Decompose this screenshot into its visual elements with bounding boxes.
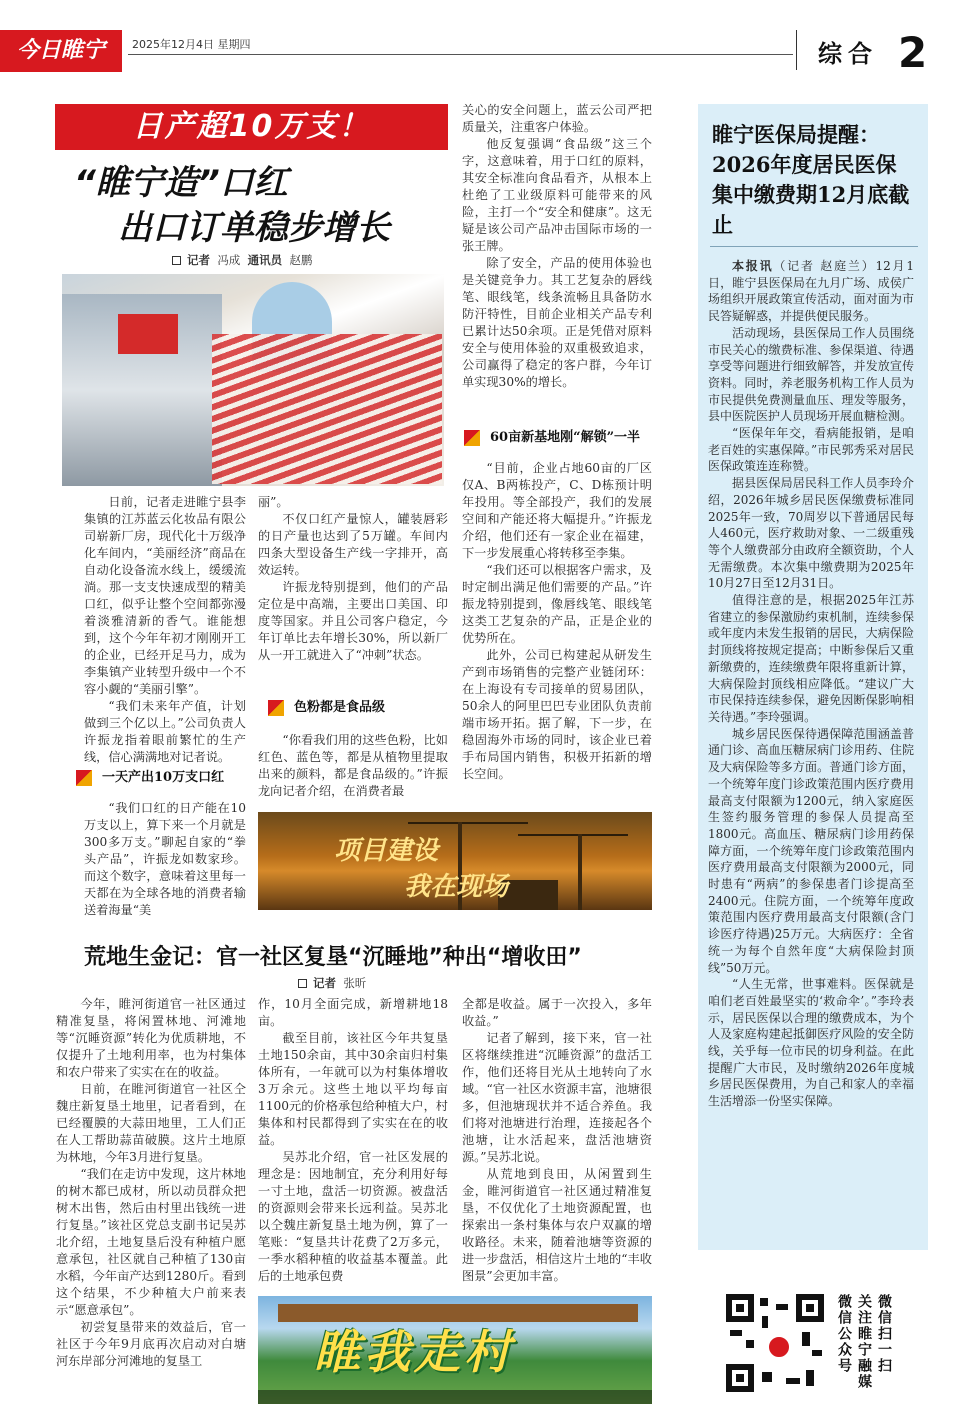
project-construction-banner [258,812,652,910]
sidebar-lead-reporter: （记者 赵庭兰） [773,259,876,273]
paragraph: “人生无常，世事难料。医保就是咱们老百姓最坚实的‘救命伞’。”李玲表示，居民医保以合理的缴费成本，为个人及家庭构建起抵御医疗风险的安全防线，关乎每一位市民的切身利益。在此提醒广大市民，及时缴纳2026年度城乡居民医保费用，为自己和家人的幸福生活增添一份坚实保障。 [708,977,914,1109]
story1-byline [172,252,312,268]
photo-lipstick-rows [212,334,442,484]
sidebar-lead-label: 本报讯 [732,259,774,273]
byline-label: 记者 [187,253,210,267]
qr-module [760,1298,768,1306]
qr-module [762,1372,772,1382]
paragraph: 截至目前，该社区今年共复垦土地150余亩，其中30余亩归村集体所有，一年就可以为村集体增收3万余元。这些土地以平均每亩1100元的价格承包给种植大户，村集体和村民都得到了实实在在的收益。 [258,1031,448,1147]
byline-label: 记者 [313,976,336,990]
banner-caption-strip [258,1390,652,1404]
qr-module [786,1378,800,1384]
paragraph: “目前，企业占地60亩的厂区仅A、B两栋投产，C、D栋预计明年投用。等全部投产，我们的发展空间和产能还将大幅提升。”许振龙介绍，他们还有一家企业在福建，下一步发展重心将转移至李集。 [462,461,652,560]
paragraph: 他反复强调“食品级”这三个字，这意味着，用于口红的原料，其安全标准向食品看齐，从根本上杜绝了工业级原料可能带来的风险，主打一个“安全和健康”。这无疑是该公司产品冲击国际市场的一张王牌。 [462,137,652,253]
story1-subhead3 [464,426,640,446]
subhead-icon [268,700,284,716]
story1-col1a [84,494,246,764]
paragraph: 日前，记者走进睢宁县李集镇的江苏蓝云化妆品有限公司崭新厂房，现代化十万级净化车间内，“美丽经济”商品在自动化设备流水线上，缓缓流淌。那一支支快速成型的精美口红，似乎让整个空间都弥漫着淡雅清新的香气。谁能想到，这个今年年初才刚刚开工的企业，已经开足马力，成为李集镇产业转型升级中一个不容小觑的“美丽引擎”。 [84,495,246,696]
paragraph: 除了安全，产品的使用体验也是关键竞争力。其工艺复杂的唇线笔、眼线笔，线条流畅且具备防水防汗特性，目前企业相关产品专利已累计达50余项。正是凭借对原料安全与使用体验的双重极致追求，公司赢得了稳定的客户群，今年订单实现30%的增长。 [462,256,652,389]
crane-tower [578,834,582,910]
paragraph: “你看我们用的这些色粉，比如红色、蓝色等，都是从植物里提取出来的颜料，都是食品级的。”许振龙向记者介绍，在消费者最 [258,733,448,798]
masthead-rule [128,54,793,55]
paragraph: 城乡居民医保待遇保障范围涵盖普通门诊、高血压糖尿病门诊用药、住院及大病保险等多方面。普通门诊方面，一个统筹年度门诊政策范围内医疗费用最高支付限额为1200元，纳入家庭医生签约服务管理的参保人员提高至1800元。高血压、糖尿病门诊用药保障方面，一个统筹年度门诊政策范围内医疗费用最高支付限额为2000元，同时患有“两病”的参保患者门诊提高至2400元。住院方面，一个统筹年度政策范围内医疗费用最高支付限额(含门诊医疗待遇)25万元。大病医疗：全省统一为每个自然年度“大病保险封顶线”50万元。 [708,726,914,975]
paragraph: 从荒地到良田，从闲置到生金，睢河街道官一社区通过精准复垦，不仅优化了土地资源配置，也探索出一条村集体与农户双赢的增收路径。未来，随着池塘等资源的进一步盘活，相信这片土地的“丰收图景”会更加丰富。 [462,1167,652,1283]
byline-box-icon [298,979,307,988]
story2-byline [298,975,366,991]
story1-col2a [258,494,448,686]
paragraph: 作，10月全面完成，新增耕地18亩。 [258,997,448,1028]
paragraph: 12月1日，睢宁县医保局在九月广场、成侯广场组织开展政策宣传活动，面对面为市民答疑解惑，并提供便民服务。 [708,259,914,324]
sidebar-title: 睢宁医保局提醒：2026年度居民医保集中缴费期12月底截止 [712,122,910,237]
qr-module [776,1304,788,1310]
banner-line1: 项目建设 [334,836,439,866]
byline-box-icon [172,256,181,265]
paragraph: 值得注意的是，根据2025年江苏省建立的参保激励约束机制，连续参保或年度内未发生报销的居民，大病保险封顶线将按规定提高；中断参保后又重新缴费的，连续缴费年限将重新计算，大病保险封顶线相应降低。“建议广大市民保持连续参保，避免因断保影响相关待遇。”李玲强调。 [708,593,914,724]
paragraph: 据县医保局居民科工作人员李玲介绍，2026年城乡居民医保缴费标准同2025年一致，70周岁以下普通居民每人460元，医疗救助对象、一二级重残等个人缴费部分由政府全额资助，个人无需缴费。本次集中缴费期为2025年10月27日至12月31日。 [708,476,914,591]
paragraph: “我们口红的日产能在10万支以上，算下来一个月就是300多万支。”聊起自家的“拳头产品”，许振龙如数家珍。而这个数字，意味着这里每一天都在为全球各地的消费者输送着海量“美 [84,801,246,917]
story1-kicker: 日产超10万支！ [55,104,448,150]
subhead-text: 色粉都是食品级 [294,700,386,715]
sidebar-body [708,258,914,1242]
page-number: 2 [898,28,928,77]
qr-caption-line1: 微信扫一扫 [876,1294,892,1374]
photo-tray [118,314,178,354]
paragraph: 日前，在睢河街道官一社区仝魏庄新复垦土地里，记者看到，在已经覆膜的大蒜田地里，工人们正在人工帮助蒜苗破膜。这片土地原为林地，今年3月进行复垦。 [56,1082,246,1164]
village-banner-title: 睢我走村 [314,1325,514,1379]
qr-module [730,1330,742,1336]
qr-module [802,1332,810,1346]
crane-arm [408,822,528,824]
masthead-logo: 今日睢宁 [0,30,122,72]
paragraph: “我们在走访中发现，这片林地的树木都已成材，所以动员群众把树木出售，然后由村里出钱统一进行复垦。”该社区党总支副书记吴苏北介绍，土地复垦后没有种植户愿意承包，社区就自己种植了130亩水稻，今年亩产达到1280斤。看到这个结果，不少种植大户前来表示“愿意承包”。 [56,1167,246,1317]
story1-col3b [462,460,652,804]
section-name: 综合 [818,39,878,68]
qr-finder-core [736,1304,744,1312]
byline-correspondent: 赵鹏 [289,253,313,267]
subhead-text: 一天产出10万支口红 [102,770,225,785]
subhead-icon [76,770,92,786]
byline-reporter: 冯成 [217,253,241,267]
qr-finder-core [806,1304,814,1312]
paragraph: “我们还可以根据客户需求，及时定制出满足他们需要的产品。”许振龙特别提到，像唇线笔、眼线笔这类工艺复杂的产品，正是企业的优势所在。 [462,563,652,645]
byline-corr-label: 通讯员 [247,253,283,267]
qr-module [812,1350,822,1356]
story1-headline-line2: 出口订单稳步增长 [118,208,390,248]
story1-col2b [258,732,448,806]
paragraph: 活动现场，县医保局工作人员围绕市民关心的缴费标准、参保渠道、待遇享受等问题进行细致解答，并发放宣传资料。同时，养老服务机构工作人员为市民提供免费测量血压、理发等服务，县中医院医护人员现场开展血糖检测。 [708,325,914,424]
paragraph: 记者了解到，接下来，官一社区将继续推进“沉睡资源”的盘活工作，他们还将目光从土地转向了水域。“官一社区水资源丰富，池塘很多，但池塘现状并不适合养鱼。我们将对池塘进行治理，连接起各个池塘，让水活起来，盘活池塘资源。”吴苏北说。 [462,1031,652,1164]
qr-finder-core [736,1374,744,1382]
village-tour-banner [258,1296,652,1404]
story1-subhead1 [76,766,224,786]
lipstick-production-photo [62,274,444,486]
paragraph: “医保年年交，看病能报销，是咱老百姓的实惠保障。”市民郭秀采对居民医保政策连连称赞。 [708,426,914,474]
issue-date: 2025年12月4日 星期四 [132,38,251,51]
story2-headline: 荒地生金记：官一社区复垦“沉睡地”种出“增收田” [84,945,582,970]
qr-module [762,1316,768,1328]
qr-module [746,1340,754,1348]
paragraph: 关心的安全问题上，蓝云公司严把质量关，注重客户体验。 [462,103,652,134]
subhead-text: 60亩新基地刚“解锁”一半 [490,430,641,445]
paragraph: 初尝复垦带来的效益后，官一社区于今年9月底再次启动对白塘河东岸部分河滩地的复垦工 [56,1320,246,1368]
qr-caption-line2: 关注睢宁融媒 [856,1294,872,1390]
paragraph: 不仅口红产量惊人，罐装唇彩的日产量也达到了5万罐。车间内四条大型设备生产线一字排开，高效运转。 [258,512,448,577]
banner-line2: 我在现场 [404,872,509,902]
story2-col1 [56,996,246,1408]
story1-col3a [462,102,652,412]
wechat-qr-code[interactable] [722,1290,828,1396]
story1-subhead2 [268,696,385,716]
paragraph: “我们未来年产值，计划做到三个亿以上。”公司负责人许振龙指着眼前繁忙的生产线，信心满满地对记者说。 [84,699,246,764]
story2-col3 [462,996,652,1286]
paragraph: 丽”。 [258,495,289,509]
paragraph: 全都是收益。属于一次投入，多年收益。” [462,997,652,1028]
story1-headline-line1: “睢宁造”口红 [74,163,288,203]
qr-logo-icon [766,1334,792,1360]
sidebar-rule [710,246,918,247]
subhead-icon [464,430,480,446]
story1-col1b [84,800,246,917]
paragraph: 今年，睢河街道官一社区通过精准复垦，将闲置林地、河滩地等“沉睡资源”转化为优质耕地，不仅提升了土地利用率，也为村集体和农户带来了实实在在的收益。 [56,997,246,1079]
paragraph: 吴苏北介绍，官一社区发展的理念是：因地制宜，充分利用好每一寸土地，盘活一切资源。被盘活的资源则会带来长远利益。吴苏北以仝魏庄新复垦土地为例，算了一笔账：“复垦共计花费了2万多元，一季水稻种植的收益基本覆盖。此后的土地承包费 [258,1150,448,1283]
masthead-divider [796,30,797,70]
crane-arm [518,834,628,836]
paragraph: 此外，公司已构建起从研发生产到市场销售的完整产业链闭环：在上海设有专司接单的贸易团队，50余人的阿里巴巴专业团队负责前端市场开拓。据了解，下一步，在稳固海外市场的同时，该企业已着手布局国内销售，积极开拓新的增长空间。 [462,648,652,781]
qr-module [806,1370,814,1386]
byline-reporter: 张昕 [343,976,367,990]
qr-caption-line3: 微信公众号 [836,1294,852,1374]
paragraph: 许振龙特别提到，他们的产品定位是中高端，主要出口美国、印度等国家。并且公司客户稳定，今年订单比去年增长30%，所以新厂从一开工就进入了“冲刺”状态。 [258,580,448,662]
story2-col2 [258,996,448,1286]
